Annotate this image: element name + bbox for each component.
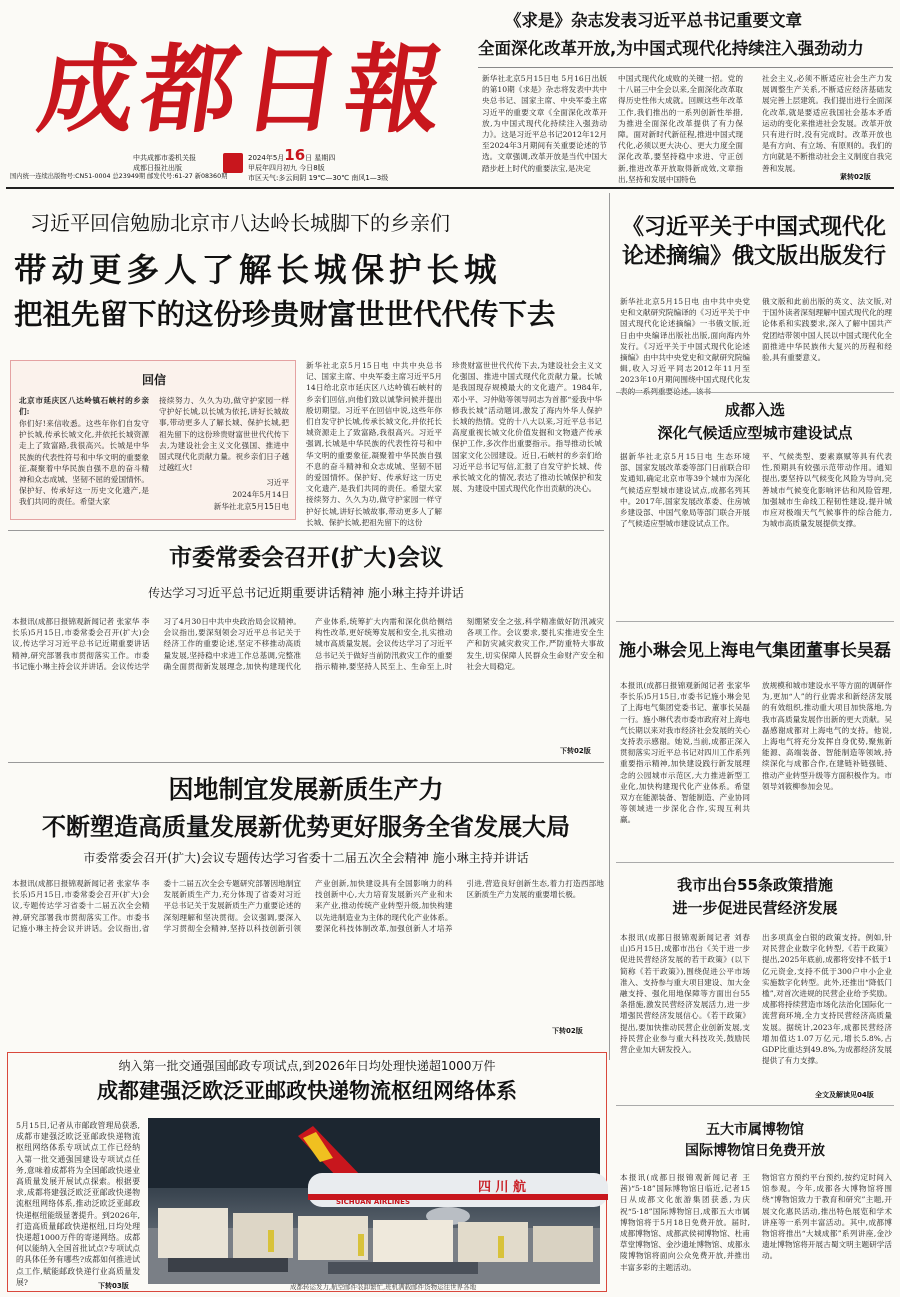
reply-letter-signature: 习近平 xyxy=(266,478,289,487)
meeting-continued: 下转02版 xyxy=(560,747,591,755)
date-block xyxy=(248,146,478,183)
exhui-body-col1: 新华社北京5月15日电 由中共中央党史和文献研究院编译的《习近平关于中国式现代化论述摘编》一书俄文版,近日由中央编译出版社出版,面向海内外发行。《习近平关于中国式现代化论述摘编》由中共中央党史和文献研究院编辑,收入习近平同志2012年11月至2023年10月期间围绕中国式现代化发 xyxy=(620,297,750,385)
publisher-line1: 中共成都市委机关报 xyxy=(133,154,196,162)
reply-letter-body-1: 你们好!来信收悉。这些年你们自发守护长城,传承长城文化,并依托长城资源走上了致富路,我很高兴。长城是中华民族的代表性符号和中华文明的重要象征,凝聚着中华民族自强不息的奋斗精神和众志成城、坚韧不屈的爱国情怀。保护好、传承好这一历史文化遗产,是我们共同的责任。希望大家 xyxy=(19,419,149,507)
top-story-rule xyxy=(478,67,893,68)
weather-pilot-body-col1: 据新华社北京5月15日电 生态环境部、国家发展改革委等部门日前联合印发通知,确定北京市等39个城市为深化气候适应型城市建设试点,成都名列其中。2017年,国家发展改革委、住房城乡建设部、中国气象局等部门联合开展了气候适应型城市建设试点工作。 xyxy=(620,452,750,529)
date-day: 16 xyxy=(284,146,306,164)
issue-codes: 国内统一连续出版物号:CN51-0004 总23949期 邮发代号:61-27 新08360期 xyxy=(10,173,228,180)
weather-pilot-rule xyxy=(616,621,894,622)
gongchan-subtitle: 市委常委会召开(扩大)会议专题传达学习省委十二届五次全会精神 施小琳主持并讲话 xyxy=(83,851,529,865)
aircraft-livery-cn: 四 川 航 xyxy=(478,1180,527,1195)
meeting-top-rule xyxy=(8,530,604,531)
exhui-title: 《习近平关于中国式现代化论述摘编》俄文版出版发行 xyxy=(622,215,887,269)
weather-pilot-title: 深化气候适应型城市建设试点 xyxy=(657,424,853,442)
weather-pilot-body-col2: 平、气候类型、要素禀赋等具有代表性,预期具有较强示范带动作用。通知提出,要坚持以气候变化风险为导向,完善城市气候变化影响评估和风险管理,加强城市生命线工程韧性建设,提升城市应对极端天气气候事件的综合能力,为城市高质量发展提供支撑。 xyxy=(762,452,892,529)
top-story-col3: 社会主义,必须不断适应社会生产力发展调整生产关系,不断适应经济基础发展完善上层建筑。我们提出进行全面深化改革,就是要适应我国社会基本矛盾运动的变化来推进社会发展。改革开放只有进行时,没有完成时。改革开放也是有方向、有立场、有原则的。我们的方向就是不断推动社会主义制度自我完善和发展。 xyxy=(762,74,892,173)
meeting-title: 市委常委会召开(扩大)会议 xyxy=(168,545,444,571)
newspaper-logo: 成都日報 xyxy=(32,33,457,146)
shi-body-col2: 放规模和城市建设水平等方面的调研作为,更加“人”的行业需求和新经济发展的有效组织,推动重大项目加快落地,为我市高质量发展作出新的更大贡献。吴磊感谢成都对上海电气的支持。他说,上海电气将充分发挥自身优势,聚焦新能源、高端装备、智能制造等领域,持续深化与成都合作,在建链补链强链、推动产业转型升级等方面积极作为。市领导刘筱柳参加会见。 xyxy=(762,681,892,791)
exhui-rule xyxy=(616,392,894,393)
reply-letter-source: 新华社北京5月15日电 xyxy=(213,502,289,511)
lunar-date: 甲辰年四月初九 今日8版 xyxy=(248,164,325,172)
weather-pilot-kicker: 成都入选 xyxy=(724,401,785,419)
postal-kicker: 纳入第一批交通强国邮政专项试点,到2026年日均处理快递超1000万件 xyxy=(118,1059,496,1073)
reply-letter-body-2: 接续努力、久久为功,做守护家园一样守护好长城,以长城为依托,讲好长城故事,带动更多人了解长城、保护长城,把祖先留下的这份珍贵财富世世代代传下去,为建设社会主义文化强国、推进中国式现代化贡献力量。祝乡亲们日子越过越红火! xyxy=(159,396,289,473)
masthead-rule xyxy=(6,187,894,189)
date-emblem xyxy=(223,153,243,173)
changcheng-kicker: 习近平回信勉励北京市八达岭长城脚下的乡亲们 xyxy=(30,211,450,235)
policy-body-col2: 出多项真金白银的政策支持。例如,针对民营企业数字化转型,《若干政策》提出,2025年底前,成都将安排不低于1亿元资金,支持不低于300户中小企业实施数字化转型。此外,还推出“降低门槛”,对首次进规的民营企业给予奖励。成都将持续营造市场化法治化国际化一流营商环境,全力支持民营经济高质量发展。据统计,2023年,成都民营经济增加值达1.07万亿元,增长5.8%,占GDP比重达到49.8%,为成都经济发展提供了有力支撑。 xyxy=(762,933,892,1066)
top-story-title: 全面深化改革开放,为中国式现代化持续注入强劲动力 xyxy=(478,39,864,58)
shi-rule xyxy=(616,862,894,863)
policy-rule xyxy=(616,1105,894,1106)
postal-photo xyxy=(148,1118,600,1284)
policy-continued: 全文及解读见04版 xyxy=(815,1091,874,1099)
reply-letter-title: 回信 xyxy=(141,373,166,387)
reply-letter-box xyxy=(10,360,296,520)
changcheng-title-line1: 带动更多人了解长城保护长城 xyxy=(14,251,502,289)
museum-body-col1: 本报讯(成都日报锦观新闻记者 王茜)“5·18”国际博物馆日临近,记者15日从成都文化旅游集团获悉,为庆祝“5·18”国际博物馆日,成都五大市属博物馆将于5月18日免费开放。届时,成都博物馆、成都武侯祠博物馆、杜甫草堂博物馆、金沙遗址博物馆、成都永陵博物馆将面向公众免费开放,并推出丰富多彩的主题活动。 xyxy=(620,1173,750,1272)
postal-body: 5月15日,记者从市邮政管理局获悉,成都市建强泛欧泛亚邮政快递物流枢纽网络体系专项试点工作已经纳入第一批交通强国建设专项试点任务,意味着成都将为全国邮政快递业高质量发展开展试点探索。根据要求,成都将建强泛欧泛亚邮政快递物流枢纽网络体系,推动泛欧泛亚邮政快递枢纽能级显著提升。到2026年,打造高质量邮政快递枢纽,日均处理快递超1000万件的寄递网络。成都何以能纳入全国首批试点?专项试点的具体任务有哪些?成都如何推进试点工作,赋能邮政快递行业高质量发展? xyxy=(16,1121,140,1287)
publisher-info xyxy=(133,153,223,173)
top-story-continued: 紧转02版 xyxy=(840,173,871,181)
reply-letter-greeting: 北京市延庆区八达岭镇石峡村的乡亲们: xyxy=(19,396,149,417)
gongchan-title-line2: 不断塑造高质量发展新优势更好服务全省发展大局 xyxy=(42,813,570,841)
museum-title-line2: 国际博物馆日免费开放 xyxy=(685,1143,825,1159)
postal-title: 成都建强泛欧泛亚邮政快递物流枢纽网络体系 xyxy=(97,1079,517,1103)
top-story-col2: 中国式现代化成败的关键一招。党的十八届三中全会以来,全面深化改革取得历史性伟大成就。回顾这些年改革工作,我们推出的一系列创新性举措,为推进全面深化改革提供了有力保障。面对新时代新征程,推进中国式现代化,必须以更大决心、更大力度全面深化改革,要坚持稳中求进、守正创新,推进改革开放取得新成效,文章指出,坚持和发展中国特色 xyxy=(618,74,743,184)
policy-body-col1: 本报讯(成都日报锦观新闻记者 刘春山)5月15日,成都市出台《关于进一步促进民营经济发展的若干政策》(以下简称《若干政策》),围绕促进公平市场准入、支持参与重大项目建设、加大金融支持、强化用地保障等方面出台55条措施,激发民营经济发展活力,进一步增强民营经济发展信心。《若干政策》提出,要加快推动民营企业创新发展,支持民营企业参与重大科技攻关,鼓励民营企业加大研发投入。 xyxy=(620,933,750,1055)
meeting-body: 本报讯(成都日报锦观新闻记者 张家华 李长乐)5月15日,市委常委会召开(扩大)会议,传达学习习近平总书记近期重要讲话精神,研究部署我市贯彻落实工作。市委书记施小琳主持会议并讲话。会议传达学习了4月30日中共中央政治局会议精神。会议指出,要深刻领会习近平总书记关于经济工作的重要论述,坚定不移推动高质量发展,坚持稳中求进工作总基调,完整准确全面贯彻新发展理念,加快构建现代化产业体系,统筹扩大内需和深化供给侧结构性改革,更好统筹发展和安全,扎实推动城市高质量发展。会议传达学习了习近平总书记关于做好当前防汛救灾工作的重要指示精神,要坚持人民至上、生命至上,时刻绷紧安全之弦,科学精准做好防汛减灾各项工作。会议要求,要扎实推进安全生产和防灾减灾救灾工作,严防重特大事故发生,切实保障人民群众生命财产安全和社会大局稳定。 xyxy=(12,617,604,671)
col-divider-main xyxy=(609,193,610,1060)
shi-title: 施小琳会见上海电气集团董事长吴磊 xyxy=(619,641,891,661)
policy-title-line2: 进一步促进民营经济发展 xyxy=(672,899,838,917)
weather-line: 市区天气:多云间阴 19℃—30℃ 南风1—3级 xyxy=(248,174,389,182)
aircraft-livery-text: SICHUAN AIRLINES xyxy=(336,1198,410,1206)
date-month: 2024年5月 xyxy=(248,154,285,162)
museum-body-col2: 物馆官方预约平台预约,按约定时间入馆参观。今年,成都各大博物馆将围绕“博物馆致力于教育和研究”主题,开展文化惠民活动,推出特色展览和学术讲座等一系列丰富活动。其中,成都博物馆将推出“大城成都”系列讲座,金沙遗址博物馆将开展古蜀文明主题研学活动。 xyxy=(762,1173,892,1261)
gongchan-body: 本报讯(成都日报锦观新闻记者 张家华 李长乐)5月15日,市委常委会召开(扩大)会议,专题传达学习省委十二届五次全会精神,研究部署我市贯彻落实工作。市委书记施小琳主持会议并讲话。会议指出,省委十二届五次全会专题研究部署因地制宜发展新质生产力,充分体现了省委对习近平总书记关于发展新质生产力重要论述的深刻理解和坚决贯彻。会议强调,要深入学习贯彻全会精神,坚持以科技创新引领产业创新,加快建设具有全国影响力的科技创新中心,大力培育发展新兴产业和未来产业,推动传统产业转型升级,加快构建以先进制造业为主体的现代化产业体系。要深化科技体制改革,加强创新人才培养引进,营造良好创新生态,着力打造西部地区新质生产力发展的重要增长极。 xyxy=(12,879,604,933)
gongchan-top-rule xyxy=(8,762,604,763)
shi-body-col1: 本报讯(成都日报锦观新闻记者 张家华 李长乐)5月15日,市委书记施小琳会见了上海电气集团党委书记、董事长吴磊一行。施小琳代表市委市政府对上海电气长期以来对我市经济社会发展的关心支持表示感谢。她说,当前,成都正深入贯彻落实习近平总书记对四川工作系列重要指示精神,加快建设践行新发展理念的公园城市示范区,大力推进新型工业化,加快构建现代化产业体系。希望双方在能源装备、智能制造、产业协同等领域进一步深化合作,实现互利共赢。 xyxy=(620,681,750,825)
top-story-col1: 新华社北京5月15日电 5月16日出版的第10期《求是》杂志将发表中共中央总书记、国家主席、中央军委主席习近平的重要文章《全面深化改革开放,为中国式现代化持续注入强劲动力》。这是习近平总书记2012年12月至2024年3月期间有关重要论述的节选。文章强调,改革开放是当代中国大踏步赶上时代的重要法宝,是决定 xyxy=(482,74,607,173)
publisher-line2: 成都日报社出版 xyxy=(133,164,182,172)
changcheng-title-line2: 把祖先留下的这份珍贵财富世世代代传下去 xyxy=(14,298,556,331)
exhui-body-col2: 俄文版和此前出版的英文、法文版,对于国外读者深刻理解中国式现代化的理论体系和实践要求,深入了解中国共产党团结带领中国人民以中国式现代化全面推进中华民族伟大复兴的历程和经验,具有重要意义。 xyxy=(762,297,892,363)
meeting-subtitle: 传达学习习近平总书记近期重要讲话精神 施小琳主持并讲话 xyxy=(148,586,464,600)
museum-title-line1: 五大市属博物馆 xyxy=(706,1122,804,1138)
worker xyxy=(268,1230,274,1252)
top-story-kicker: 《求是》杂志发表习近平总书记重要文章 xyxy=(505,11,802,30)
changcheng-body-col1: 新华社北京5月15日电 中共中央总书记、国家主席、中央军委主席习近平5月14日给北京市延庆区八达岭镇石峡村的乡亲们回信,向他们致以诚挚问候并提出殷切期望。习近平在回信中说,这些年你们自发守护长城,传承长城文化,并依托长城资源走上了致富路,我很高兴。习近平强调,长城是中华民族的代表性符号和中华文明的重要象征,凝聚着中华民族自强不息的奋斗精神和众志成城、坚韧不屈的爱国情怀。保护好、传承好这一历史文化遗产,是我们共同的责任。希望大家接续努力、久久为功,做守护家园一样守护好长城,讲好长城故事,带动更多人了解长城、保护长城,把祖先留下的这份 xyxy=(306,361,442,527)
date-weekday: 日 星期四 xyxy=(305,154,336,162)
postal-photo-caption: 成都转运发力,航空邮件装卸繁忙,班机满载邮件货物运往世界各地 xyxy=(290,1283,477,1291)
cargo-pallet xyxy=(158,1208,228,1258)
postal-continued: 下转03版 xyxy=(98,1282,129,1290)
policy-title-line1: 我市出台55条政策措施 xyxy=(677,876,833,894)
reply-letter-date: 2024年5月14日 xyxy=(232,490,289,499)
changcheng-body-col2: 珍贵财富世世代代传下去,为建设社会主义文化强国、推进中国式现代化贡献力量。长城是我国现存规模最大的文化遗产。1984年,邓小平、习仲勋等领导同志为首都“爱我中华 修我长城”活动题词,激发了海内外华人保护长城的热情。党的十八大以来,习近平总书记高度重视长城文化价值发掘和文物遗产传承保护工作,多次作出重要指示。指导推动长城国家文化公园建设。近日,石峡村的乡亲们给习近平总书记写信,汇报了自发守护长城、传承长城文化的情况,表达了推动长城保护和发展、为建设中国式现代化作出贡献的决心。 xyxy=(452,361,602,494)
gongchan-continued: 下转02版 xyxy=(552,1027,583,1035)
gongchan-title-line1: 因地制宜发展新质生产力 xyxy=(168,775,444,804)
